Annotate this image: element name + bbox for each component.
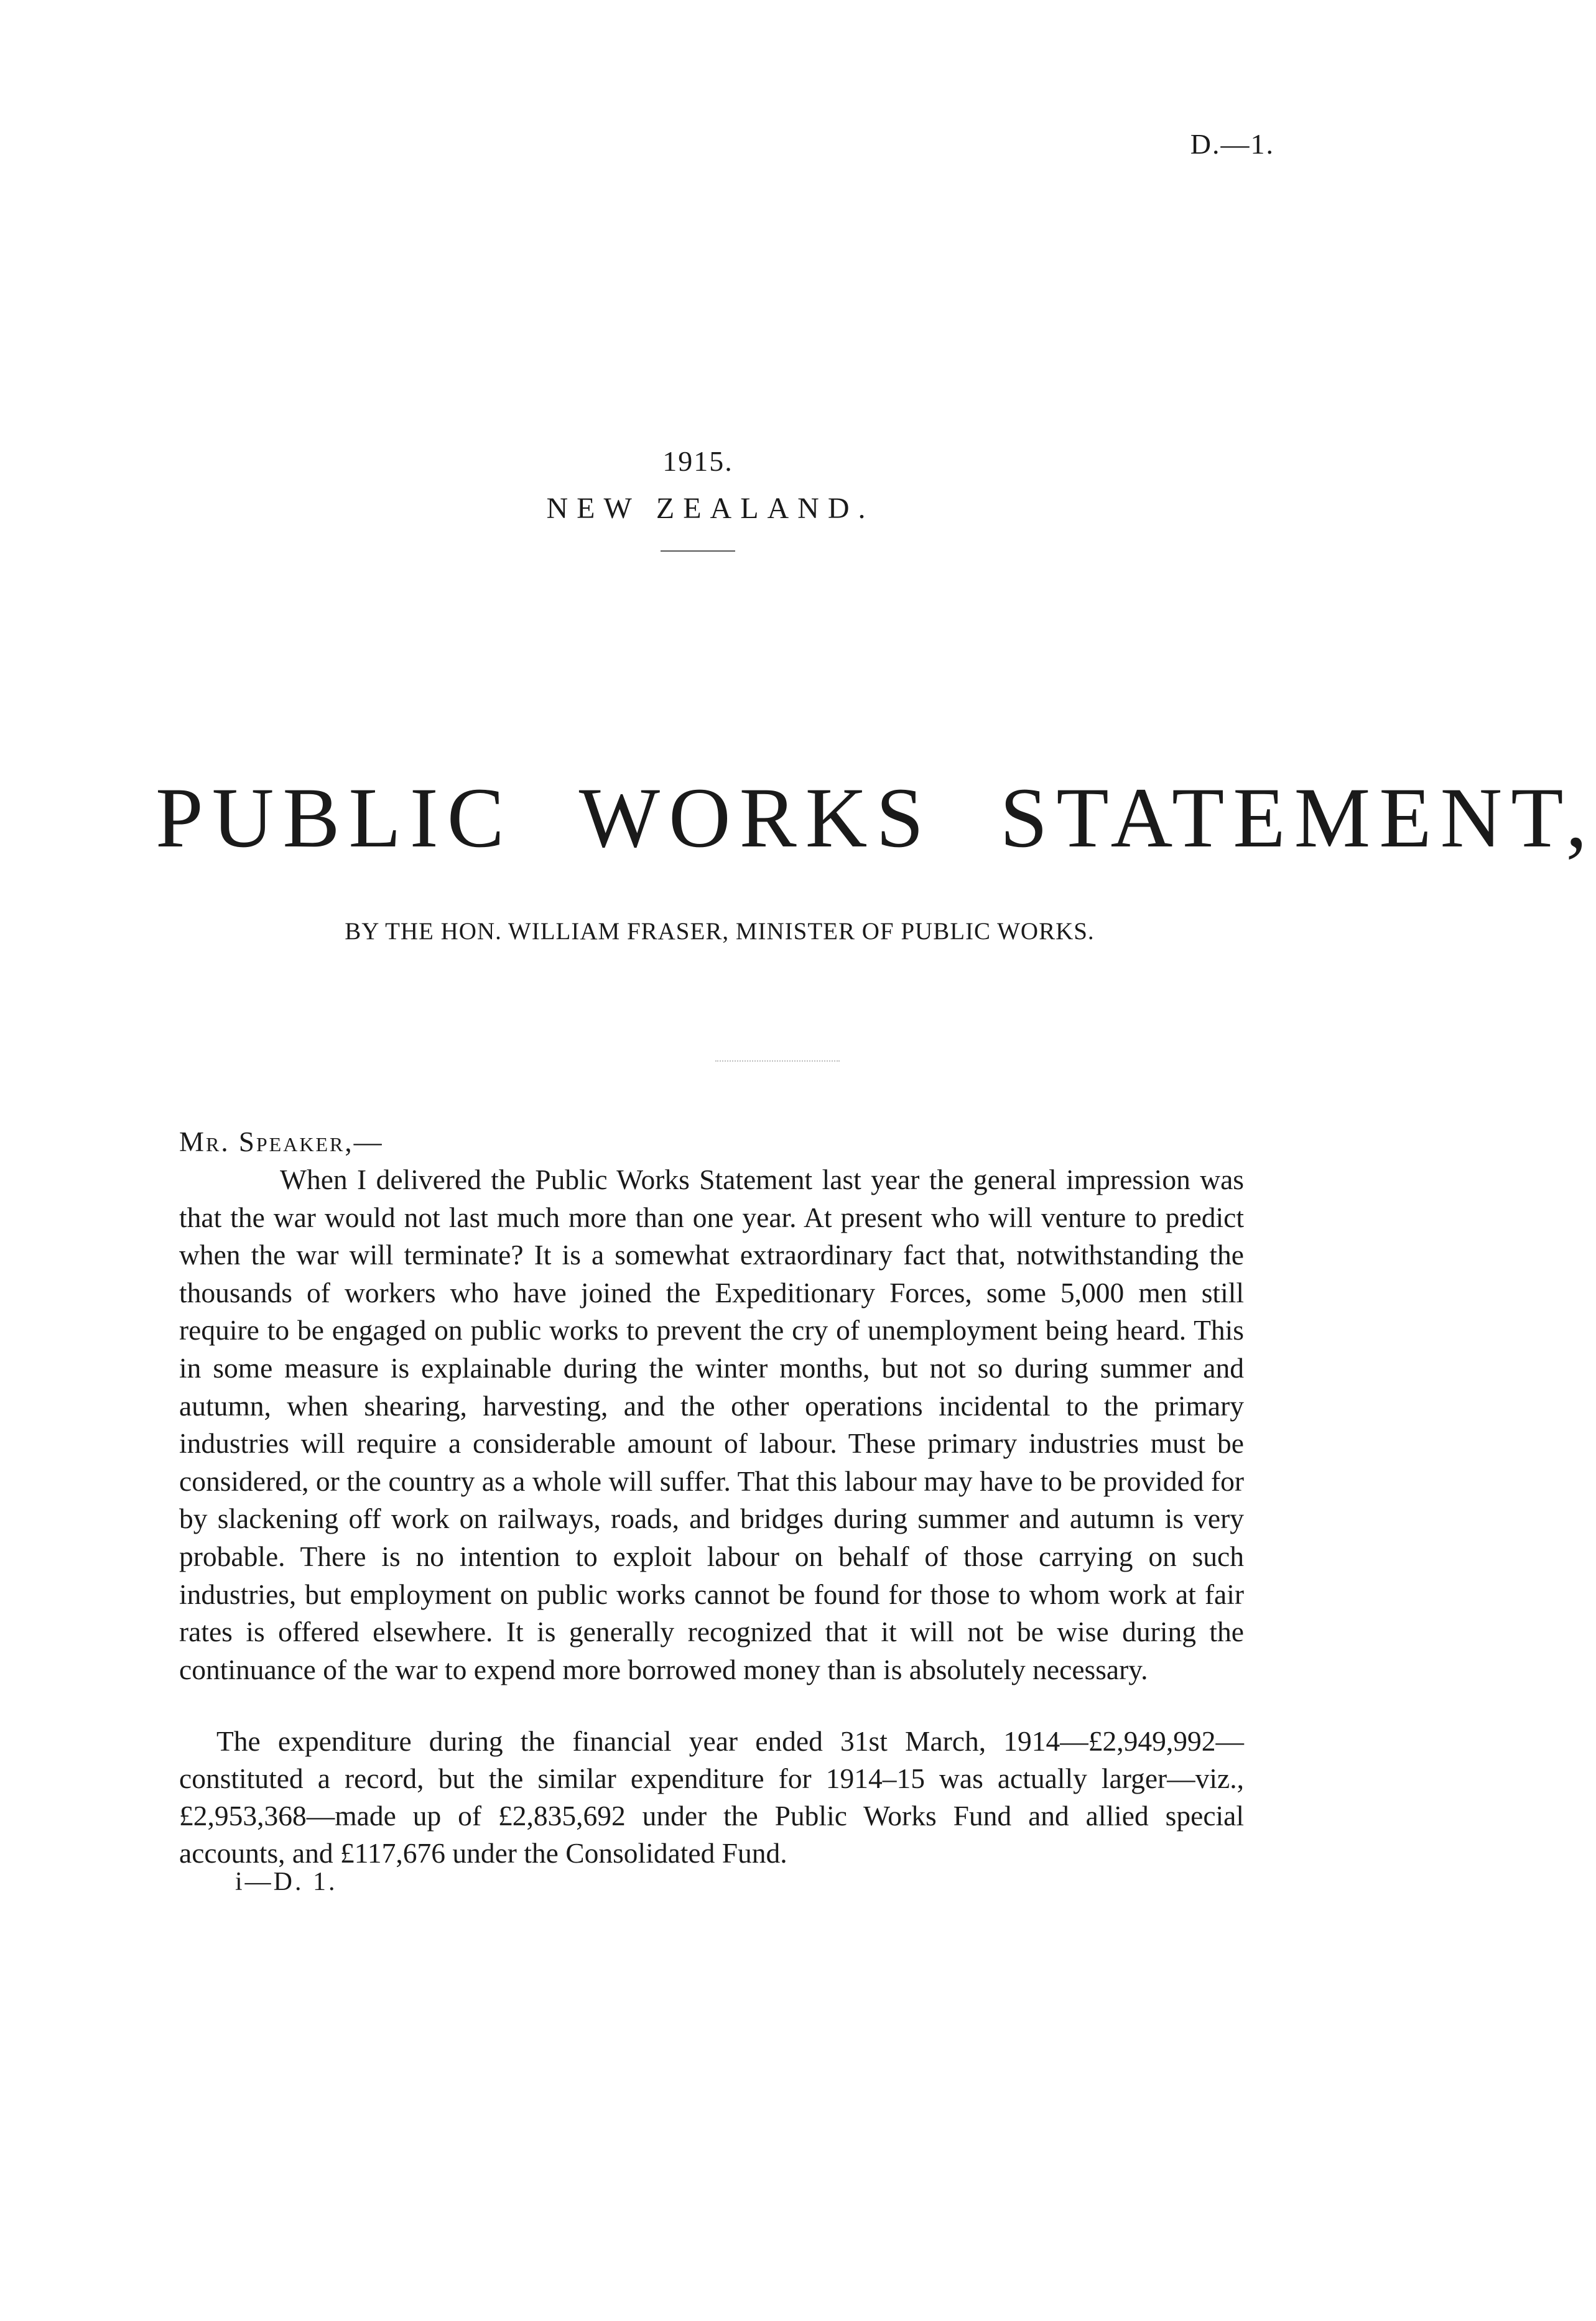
heading-divider (661, 550, 735, 552)
salutation: Mr. Speaker,— (179, 1126, 384, 1157)
section-divider (715, 1060, 840, 1062)
main-title: PUBLIC WORKS STATEMENT, (155, 770, 1596, 865)
printer-signature: i—D. 1. (235, 1868, 338, 1896)
subtitle: BY THE HON. WILLIAM FRASER, MINISTER OF PUBLIC WORKS. (345, 918, 1095, 945)
publication-year: 1915. (662, 445, 733, 477)
document-code: D.—1. (1190, 128, 1274, 160)
country-heading: NEW ZEALAND. (546, 492, 875, 525)
body-paragraph: When I delivered the Public Works Statement last year the general impression was that the war would not last much more than one year. At present who will venture to predict when the war will terminate? It is a somewhat extraordinary fact that, notwithstanding the thousands of workers who have joined the Expeditionary Forces, some 5,000 men still require to be engaged on public works to prevent the cry of unemployment being heard. This in some measure is explainable during the winter months, but not so during summer and autumn, when shearing, harvesting, and the other operations incidental to the primary industries will require a considerable amount of labour. These primary industries must be considered, or the country as a whole will suffer. That this labour may have to be provided for by slackening off work on railways, roads, and bridges during summer and autumn is very probable. There is no intention to exploit labour on behalf of those carrying on such industries, but employment on public works cannot be found for those to whom work at fair rates is offered elsewhere. It is generally recognized that it will not be wise during the continuance of the war to expend more borrowed money than is absolutely necessary. (179, 1164, 1244, 1685)
body-paragraph: The expenditure during the financial year ended 31st March, 1914—£2,949,992—constituted a record, but the similar expenditure for 1914–15 was actually larger—viz., £2,953,368—made up of £2,835,692 under the Public Works Fund and allied special accounts, and £117,676 under the Consolidated Fund. (179, 1725, 1244, 1869)
